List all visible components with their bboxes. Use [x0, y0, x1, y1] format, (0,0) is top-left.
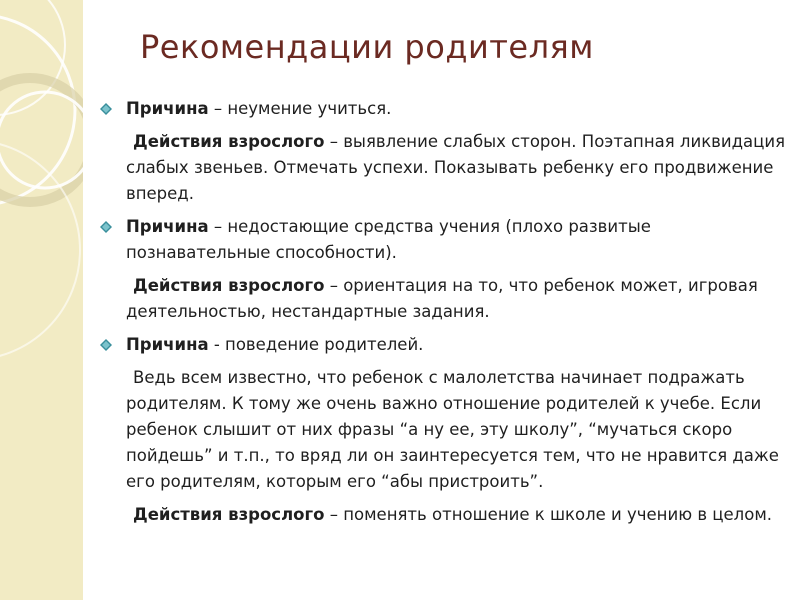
item-text: – неумение учиться.	[208, 99, 392, 118]
item-label-action: Действия взрослого	[133, 505, 325, 524]
item-label-cause: Причина	[126, 217, 209, 236]
content-body	[100, 96, 790, 535]
item-label-action: Действия взрослого	[133, 132, 325, 151]
item-text: - поведение родителей.	[208, 335, 424, 354]
bullet-item	[100, 96, 790, 122]
item-text: – поменять отношение к школе и учению в целом.	[324, 505, 773, 524]
action-paragraph	[100, 129, 790, 207]
item-text: – ориентация на то, что ребенок может, игровая деятельностью, нестандартные задания.	[126, 276, 758, 321]
slide-title: Рекомендации родителям	[140, 28, 594, 66]
bullet-item	[100, 214, 790, 266]
bullet-item	[100, 332, 790, 358]
item-label-cause: Причина	[126, 335, 209, 354]
action-paragraph	[100, 502, 790, 528]
teal-diamond-bullet-icon	[100, 103, 112, 115]
decorative-side-panel	[0, 0, 83, 600]
item-label-action: Действия взрослого	[133, 276, 325, 295]
item-text: Ведь всем известно, что ребенок с малолетства начинает подражать родителям. К тому же очень важно отношение родителей к учебе. Если ребенок слышит от них фразы “а ну ее, эту школу”, “мучаться скоро пойдешь” и т.п., то вряд ли он заинтересуется тем, что не нравится даже его родителям, которым его “абы пристроить”.	[126, 368, 779, 491]
action-paragraph	[100, 273, 790, 325]
item-text: – недостающие средства учения (плохо развитые познавательные способности).	[126, 217, 651, 262]
explanation-paragraph	[100, 365, 790, 495]
item-text: – выявление слабых сторон. Поэтапная ликвидация слабых звеньев. Отмечать успехи. Показывать ребенку его продвижение вперед.	[126, 132, 786, 203]
item-label-cause: Причина	[126, 99, 209, 118]
decorative-circles-graphic	[0, 0, 83, 600]
teal-diamond-bullet-icon	[100, 221, 112, 233]
teal-diamond-bullet-icon	[100, 339, 112, 351]
